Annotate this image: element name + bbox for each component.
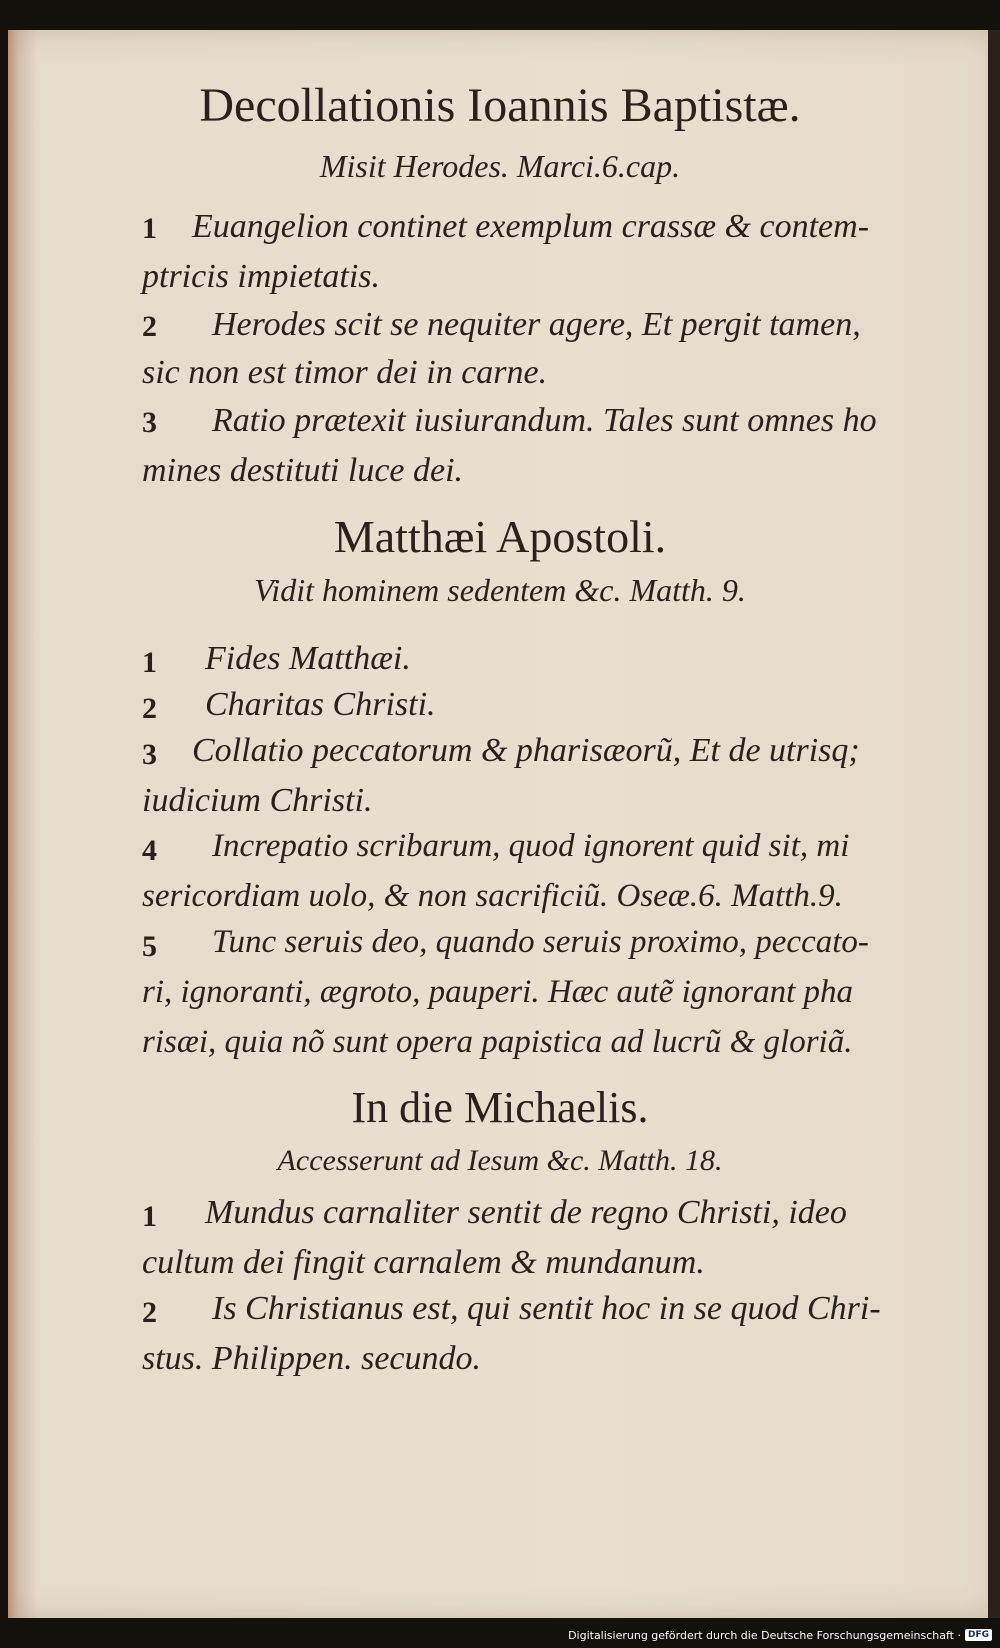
item-line: Charitas Christi.	[205, 686, 436, 723]
item-line: mines destituti luce dei.	[142, 452, 464, 489]
item-line: Herodes scit se nequiter agere, Et pergit tamen,	[212, 306, 861, 343]
item-line: ri, ignoranti, ægroto, pauperi. Hæc autẽ ignorant pha	[142, 974, 854, 1010]
item-number: 2	[142, 310, 157, 343]
item-line: Is Christianus est, qui sentit hoc in se quod Chri-	[212, 1290, 881, 1327]
item-line: Euangelion continet exemplum crassæ & contem-	[192, 208, 870, 245]
item-line: iudicium Christi.	[142, 782, 373, 819]
dfg-logo: DFG	[965, 1629, 992, 1641]
page-edge	[988, 30, 1000, 1618]
section-subtitle: Vidit hominem sedentem &c. Matth. 9.	[254, 572, 746, 608]
section-title: Decollationis Ioannis Baptistæ.	[199, 79, 801, 132]
digitization-footer	[568, 1626, 992, 1644]
item-line: Increpatio scribarum, quod ignorent quid sit, mi	[212, 828, 850, 864]
item-line: sericordiam uolo, & non sacrificiũ. Oseæ.6. Matth.9.	[142, 878, 843, 914]
item-number: 2	[142, 1296, 157, 1329]
item-line: risæi, quia nõ sunt opera papistica ad lucrũ & gloriã.	[142, 1024, 853, 1060]
item-line: Collatio peccatorum & pharisæorũ, Et de utrisq;	[192, 732, 860, 769]
item-line: stus. Philippen. secundo.	[142, 1340, 482, 1377]
item-line: Fides Matthæi.	[205, 640, 411, 677]
item-number: 3	[142, 406, 157, 439]
section-subtitle: Misit Herodes. Marci.6.cap.	[319, 148, 681, 184]
section-title: In die Michaelis.	[351, 1083, 649, 1132]
footer-text: Digitalisierung gefördert durch die Deutsche Forschungsgemeinschaft ·	[568, 1628, 961, 1642]
item-number: 3	[142, 738, 157, 771]
item-number: 1	[142, 646, 157, 679]
item-number: 2	[142, 692, 157, 725]
section-title: Matthæi Apostoli.	[333, 511, 667, 562]
item-number: 5	[142, 930, 157, 963]
item-line: Mundus carnaliter sentit de regno Christi, ideo	[205, 1194, 847, 1231]
item-line: sic non est timor dei in carne.	[142, 354, 548, 391]
item-line: ptricis impietatis.	[142, 258, 380, 295]
section-subtitle: Accesserunt ad Iesum &c. Matth. 18.	[277, 1144, 723, 1177]
item-line: Ratio prætexit iusiurandum. Tales sunt omnes ho	[212, 402, 877, 439]
item-number: 1	[142, 1200, 157, 1233]
item-number: 4	[142, 834, 157, 867]
item-number: 1	[142, 212, 157, 245]
item-line: cultum dei fingit carnalem & mundanum.	[142, 1244, 705, 1281]
item-line: Tunc seruis deo, quando seruis proximo, peccato-	[212, 924, 869, 960]
